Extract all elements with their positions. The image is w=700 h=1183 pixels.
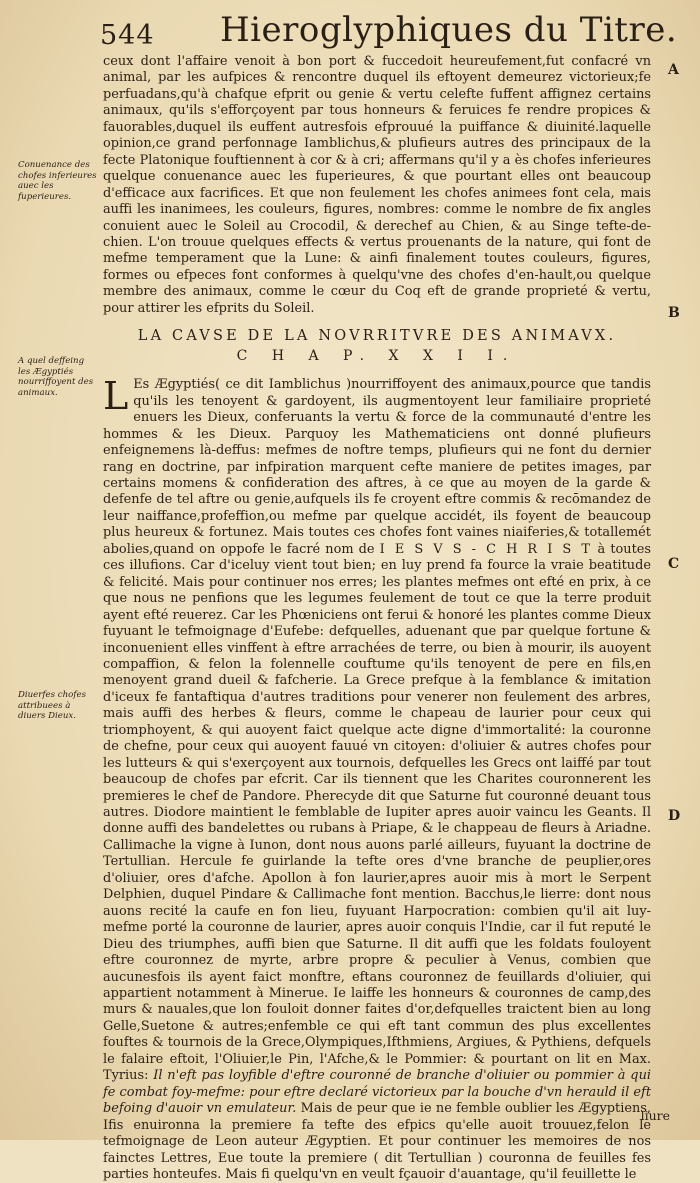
chapter-title: LA CAVSE DE LA NOVRRITVRE DES ANIMAVX.	[137, 328, 617, 345]
side-letter-a: A	[668, 62, 679, 78]
side-letter-b: B	[668, 305, 680, 321]
running-title: Hieroglyphiques du Titre.	[220, 10, 678, 50]
chapter-number: C H A P. X X I I.	[236, 348, 518, 365]
paragraph-intro: ceux dont l'affaire venoit à bon port & fuccedoit heureufement,fut confacré vn animal, par les aufpices & rencontre duquel ils eftoyent demeurez victorieux;fe perfuadans,qu'à chafque efprit ou genie & vertu celefte fuffent affignez certains animaux, qu'ils s'efforçoyent par tous honneurs & feruices fe rendre propices & fauorables,duquel ils euffent autresfois efprouué la puiffance & diuinité.laquelle opinion,ce grand perfonnage Iamblichus,& plufieurs autres des principaux de la fecte Platonique fouftiennent à cor & à cri; affermans qu'il y a ès chofes inferieures quelque conuenance auec les fuperieures, & que pourtant elles ont beaucoup d'efficace aux facrifices. Et que non feulement les chofes animees font cela, mais auffi les inanimees, les couleurs, figures, nombres: comme le nombre de fix angles conuient auec le Soleil au Crocodil, & derechef au Chien, & au Singe tefte-de-chien. L'on trouue quelques effects & vertus prouenants de la nature, qui font de mefme temperament que la Lune: & ainfi finalement toutes couleurs, figures, formes ou efpeces font conformes à quelqu'vne des chofes d'en-hault,ou quelque membre des animaux, comme le cœur du Coq eft de grande proprieté & vertu, pour attirer les efprits du Soleil.	[103, 54, 651, 316]
page-header	[100, 6, 678, 51]
margin-note-nourriture: A quel deffeing les Ægyptiés nourriffoyent des animaux.	[18, 356, 94, 398]
side-letter-c: C	[668, 556, 680, 572]
drop-cap: L	[103, 374, 129, 419]
body-text	[103, 54, 651, 1183]
italic-quotation: Il n'eft pas loyfible d'eftre couronné de branche d'oliuier ou pommier à qui fe combat foy-mefme: pour eftre declaré victorieux par la bouche d'vn herauld il eft befoing d'auoir vn emulateur.	[103, 1068, 651, 1117]
paragraph-main	[103, 374, 651, 1183]
sacred-name: I E S V S - C H R I S T	[379, 541, 593, 557]
catchword: liure	[640, 1108, 670, 1123]
main-text-part-3: Mais de peur que ie ne femble oublier les Ægyptiens, Ifis enuironna la premiere fa tefte des efpics qu'elle auoit trouuez,felon le tefmoignage de Leon auteur Ægyptien. Et pour continuer les memoires de nos fainctes Lettres, Eue toute la premiere ( dit Tertullian ) couronna de feuilles fes parties honteufes. Mais fi quelqu'vn en veult fçauoir d'auantage, qu'il feuillette le	[103, 1101, 651, 1182]
main-text-part-1: Es Ægyptiés( ce dit Iamblichus )nourriffoyent des animaux,pource que tandis qu'ils les tenoyent & gardoyent, ils augmentoyent leur familiaire proprieté enuers les Dieux, conferuants la vertu & force de la communauté d'entre les hommes & les Dieux. Parquoy les Mathematiciens ont donné plufieurs enfeignemens là-deffus: mefmes de noftre temps, plufieurs qui ne font du dernier rang en doctrine, par infpiration marquent cefte maniere de petites images, par certains momens & confideration des aftres, à ce que au moyen de la garde & defenfe de tel aftre ou genie,aufquels ils fe croyent eftre commis & recōmandez de leur naiffance,profeffion,ou mefme par quelque accidét, ils foyent de beaucoup plus heureux & fortunez. Mais toutes ces chofes font vaines niaiferies,& totallemét abolies,quand on oppofe le facré nom de	[103, 377, 651, 557]
main-text-part-2: à toutes ces illufions. Car d'iceluy vient tout bien; en luy prend fa fource la vraie beatitude & felicité. Mais pour continuer nos erres; les plantes mefmes ont efté en prix, à ce que nous ne penfions que les legumes feulement de tout ce que la terre produit ayent efté reuerez. Car les Phœniciens ont ferui & honoré les plantes comme Dieux fuyuant le tefmoignage d'Eufebe: defquelles, aduenant que par quelque fortune & inconuenient elles vinffent à eftre arrachées de terre, ou bien à mourir, ils auoyent compaffion, & felon la folennelle couftume qu'ils tenoyent de pere en fils,en menoyent grand dueil & fafcherie. La Grece prefque à la femblance & imitation d'iceux fe fantaftiqua d'autres traditions pour venerer non feulement des arbres, mais auffi des herbes & fleurs, comme le chapeau de laurier pour ceux qui triomphoyent, & qui auoyent faict quelque acte digne d'immortalité: la couronne de chefne, pour ceux qui auoyent fauué vn citoyen: d'oliuier & autres chofes pour les lutteurs & qui s'exerçoyent aux tournois, defquelles les Grecs ont laiffé par tout beaucoup de chofes par efcrit. Car ils tiennent que les Charites couronnerent les premieres le chef de Pandore. Pherecyde dit que Saturne fut couronné deuant tous autres. Diodore maintient le femblable de Iupiter apres auoir vaincu les Geants. Il donne auffi des bandelettes ou rubans à Priape, & le chappeau de fleurs à Ariadne. Callimache la vigne à Iunon, dont nous auons parlé ailleurs, fuyuant la doctrine de Tertullian. Hercule fe guirlande la tefte ores d'vne branche de peuplier,ores d'oliuier, ores d'afche. Apollon à fon laurier,apres auoir mis à mort le Serpent Delphien, duquel Pindare & Callimache font mention. Bacchus,le lierre: dont nous auons recité la caufe en fon lieu, fuyuant Harpocration: combien qu'il ait luy-mefme porté la couronne de laurier, apres auoir conquis l'Indie, car il fut reputé le Dieu des triumphes, auffi bien que Saturne. Il dit auffi que les foldats fouloyent eftre couronnez de myrte, arbre propre & peculier à Venus, combien que aucunesfois ils ayent faict monftre, eftans couronnez de feuillards d'oliuier, qui appartient notamment à Minerue. Ie laiffe les honneurs & couronnes de camp,des murs & nauales,que lon fouloit donner faites d'or,defquelles traictent bien au long Gelle,Suetone & autres;enfemble ce qui eft tant commun des plus excellentes fouftes & tournois de la Grece,Olympiques,Ifthmiens, Argiues, & Pythiens, defquels le falaire eftoit, l'Oliuier,le Pin, l'Afche,& le Pommier: & pourtant on lit en Max. Tyrius:	[103, 541, 651, 1084]
page-number: 544	[100, 20, 155, 51]
margin-note-conuenance: Conuenance des chofes inferieures auec les fuperieures.	[18, 160, 97, 202]
side-letter-d: D	[668, 808, 681, 824]
margin-note-diuerses: Diuerfes chofes attribuees à diuers Dieux.	[18, 690, 86, 721]
